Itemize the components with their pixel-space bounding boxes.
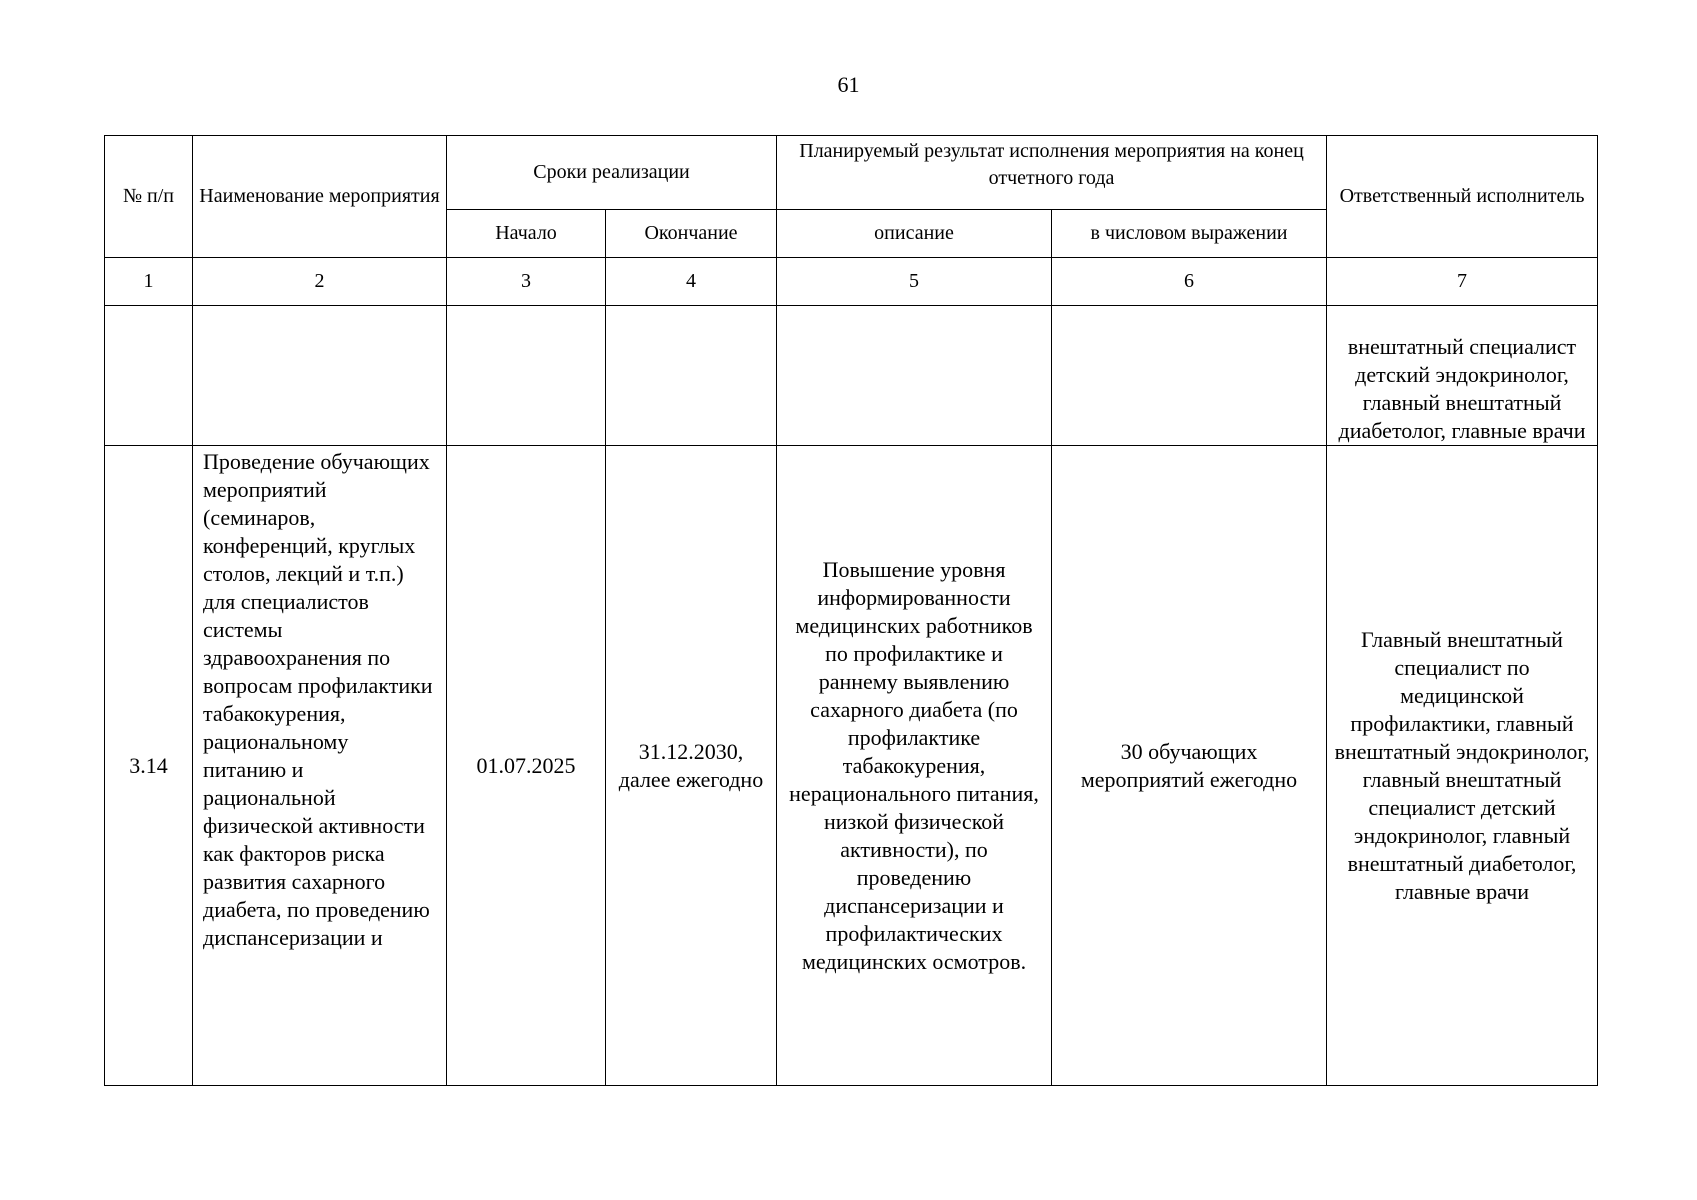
table-row <box>105 446 1598 1086</box>
column-number: 2 <box>193 258 447 306</box>
row-number: 3.14 <box>105 446 193 1086</box>
empty-cell <box>1052 306 1327 446</box>
empty-cell <box>105 306 193 446</box>
column-number: 1 <box>105 258 193 306</box>
column-number: 6 <box>1052 258 1327 306</box>
header-responsible: Ответственный исполнитель <box>1327 136 1598 258</box>
column-number: 4 <box>606 258 777 306</box>
continuation-responsible: внештатный специалист детский эндокринолог, главный внештатный диабетолог, главные врачи <box>1327 306 1598 446</box>
empty-cell <box>447 306 606 446</box>
column-number-row <box>105 258 1598 306</box>
header-name: Наименование мероприятия <box>193 136 447 258</box>
column-number: 7 <box>1327 258 1598 306</box>
row-name: Проведение обучающих мероприятий (семинаров, конференций, круглых столов, лекций и т.п.) для специалистов системы здравоохранения по вопросам профилактики табакокурения, рациональному питанию и рациональной физической активности как факторов риска развития сахарного диабета, по проведению диспансеризации и <box>203 449 433 950</box>
header-description: описание <box>777 210 1052 258</box>
continuation-row <box>105 306 1598 446</box>
row-start-date: 01.07.2025 <box>447 446 606 1086</box>
header-timing-group: Сроки реализации <box>447 136 777 210</box>
page-number: 61 <box>837 72 860 97</box>
action-plan-table <box>104 135 1598 1086</box>
header-number: № п/п <box>105 136 193 258</box>
header-end: Окончание <box>606 210 777 258</box>
row-end-date: 31.12.2030, далее ежегодно <box>606 446 777 1086</box>
header-start: Начало <box>447 210 606 258</box>
header-numeric: в числовом выражении <box>1052 210 1327 258</box>
header-row-1 <box>105 136 1598 210</box>
row-name-cell <box>193 446 447 1086</box>
column-number: 5 <box>777 258 1052 306</box>
row-numeric: 30 обучающих мероприятий ежегодно <box>1052 446 1327 1086</box>
empty-cell <box>193 306 447 446</box>
empty-cell <box>777 306 1052 446</box>
header-result-group: Планируемый результат исполнения мероприятия на конец отчетного года <box>777 136 1327 210</box>
row-responsible: Главный внештатный специалист по медицинской профилактики, главный внештатный эндокринолог, главный внештатный специалист детский эндокринолог, главный внештатный диабетолог, главные врачи <box>1327 446 1598 1086</box>
empty-cell <box>606 306 777 446</box>
row-description: Повышение уровня информированности медицинских работников по профилактике и раннему выявлению сахарного диабета (по профилактике табакокурения, нерационального питания, низкой физической активности), по проведению диспансеризации и профилактических медицинских осмотров. <box>777 446 1052 1086</box>
column-number: 3 <box>447 258 606 306</box>
